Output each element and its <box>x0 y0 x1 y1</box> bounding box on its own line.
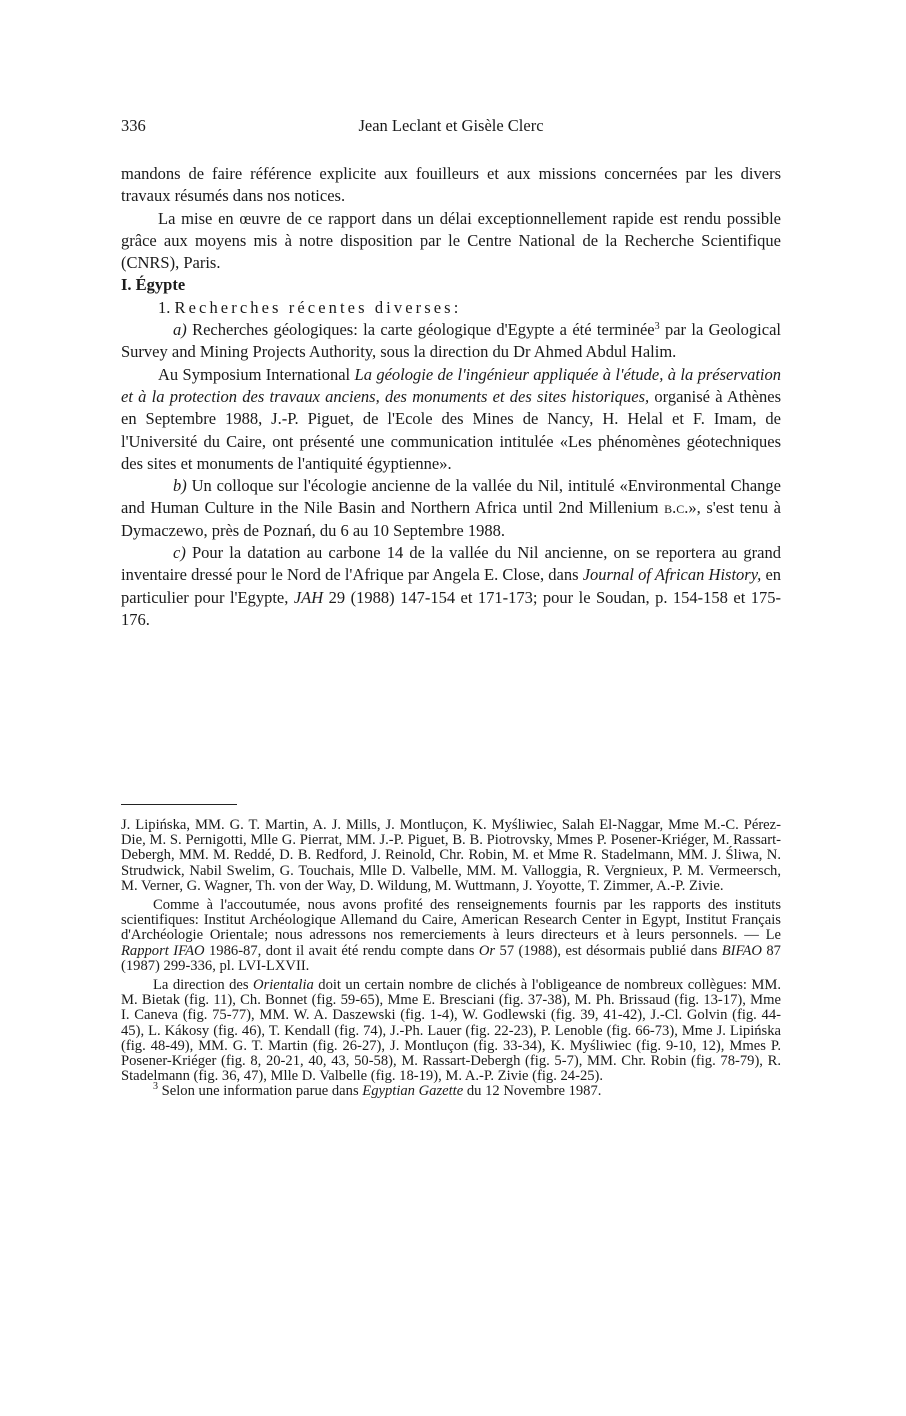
journal-abbrev: JAH <box>293 587 324 607</box>
item-label-a: a) <box>173 320 187 340</box>
report-title: Rapport IFAO <box>121 942 205 959</box>
journal-or: Or <box>478 942 496 959</box>
intro-paragraph-1: mandons de faire référence explicite aux fouilleurs et aux missions concernées par les divers travaux résumés dans nos notices. <box>121 164 781 206</box>
footnote-3-date: du 12 Novembre 1987. <box>466 1083 602 1100</box>
footnote-2-text: Comme à l'accoutumée, nous avons profité des renseignements fournis par les rapports des instituts scientifiques: Institut Archéologique Allemand du Caire, American Research Center in Egypt, Institut Français d'Archéologie Orientale; nous adressons nos remerciements à leurs directeurs et à leurs personnels. — Le <box>121 897 781 944</box>
footnote-3-text: La direction des <box>153 977 249 994</box>
symposium-intro: Au Symposium International <box>158 364 351 384</box>
journal-bifao: BIFAO <box>721 942 762 959</box>
journal-title: Journal of African History, <box>582 565 762 585</box>
paragraph-a <box>121 319 781 364</box>
paragraph-c-text-2: en particulier pour l'Egypte, <box>121 565 782 607</box>
page-number: 336 <box>121 116 146 135</box>
main-text <box>121 163 781 631</box>
footnote-divider <box>121 804 237 805</box>
subsection-heading <box>121 297 781 319</box>
running-title: Jean Leclant et Gisèle Clerc <box>358 116 544 135</box>
footnote-acknowledgements <box>121 898 781 974</box>
subsection-title: Recherches récentes diverses: <box>174 297 462 317</box>
era-abbrev: b.c. <box>664 498 689 518</box>
paragraph-b-text-2: », s'est tenu à Dymaczewo, près de Poznań, du 6 au 10 Septembre 1988. <box>121 498 781 540</box>
paragraph-a-text: Recherches géologiques: la carte géologique d'Egypte a été terminée <box>192 320 655 340</box>
footnote-ref-3: 3 <box>654 321 660 333</box>
footnote-3-source-text: Selon une information parue dans <box>161 1083 359 1100</box>
paragraph-c <box>121 542 781 631</box>
footnote-number-3: 3 <box>153 1081 158 1093</box>
running-header <box>121 116 781 140</box>
item-label-b: b) <box>173 476 187 496</box>
paragraph-a-text-2: par la Geological Survey and Mining Projects Authority, sous la direction du Dr Ahmed Abdul Halim. <box>121 320 782 362</box>
symposium-title: La géologie de l'ingénieur appliquée à l'étude, à la préservation et à la protection des travaux anciens, des monuments et des sites historiques, <box>121 364 782 406</box>
intro-paragraph-2: La mise en œuvre de ce rapport dans un délai exceptionnellement rapide est rendu possible grâce aux moyens mis à notre disposition par le Centre National de la Recherche Scientifique (CNRS), Paris. <box>121 208 781 273</box>
footnotes <box>121 818 781 1100</box>
subsection-number: 1. <box>158 297 171 317</box>
paragraph-c-text-3: 29 (1988) 147-154 et 171-173; pour le Soudan, p. 154-158 et 175-176. <box>121 587 782 629</box>
paragraph-b-text: Un colloque sur l'écologie ancienne de la vallée du Nil, intitulé «Environmental Change and Human Culture in the Nile Basin and Northern Africa until 2nd Millenium <box>121 476 782 518</box>
footnote-3-text-b: doit un certain nombre de clichés à l'obligeance de nombreux collègues: MM. M. Bietak (fig. 11), Ch. Bonnet (fig. 59-65), Mme E. Bresciani (fig. 37-38), M. Ph. Brissaud (fig. 13-17), Mme I. Caneva (fig. 75-77), MM. W. A. Daszewski (fig. 1-4), W. Godlewski (fig. 39, 41-42), J.-Cl. Golvin (fig. 44-45), L. Kákosy (fig. 46), T. Kendall (fig. 74), J.-Ph. Lauer (fig. 22-23), P. Lenoble (fig. 66-73), Mme J. Lipińska (fig. 48-49), MM. G. T. Martin (fig. 26-27), J. Montluçon (fig. 33-34), K. Myśliwiec (fig. 9-10, 12), Mmes P. Posener-Kriéger (fig. 8, 20-21, 40, 43, 50-58), M. Rassart-Debergh (fig. 5-7), MM. Chr. Robin (fig. 78-79), R. Stadelmann (fig. 36, 47), Mlle D. Valbelle (fig. 18-19), M. A.-P. Zivie (fig. 24-25). <box>121 977 781 1085</box>
paragraph-symposium <box>121 364 781 475</box>
footnote-contributors: J. Lipińska, MM. G. T. Martin, A. J. Mills, J. Montluçon, K. Myśliwiec, Salah El-Naggar, Mme M.-C. Pérez-Die, M. S. Pernigotti, Mlle G. Pierrat, MM. J.-P. Piguet, B. B. Piotrovsky, Mmes P. Posener-Kriéger, M. Rassart-Debergh, MM. M. Reddé, D. B. Redford, J. Reinold, Chr. Robin, M. et Mme R. Stadelmann, MM. J. Śliwa, N. Strudwick, Nabil Swelim, G. Touchais, Mlle D. Valbelle, MM. M. Valloggia, R. Vergnieux, P. M. Vermeersch, M. Verner, G. Wagner, Th. von der Way, D. Wildung, M. Wuttmann, J. Yoyotte, T. Zimmer, A.-P. Zivie. <box>121 817 781 894</box>
journal-orientalia: Orientalia <box>253 977 314 994</box>
footnote-3 <box>121 1081 781 1100</box>
footnote-2-text-b: 1986-87, dont il avait été rendu compte dans <box>209 942 475 959</box>
newspaper-title: Egyptian Gazette <box>362 1083 464 1100</box>
item-label-c: c) <box>173 543 186 563</box>
footnote-photo-credits <box>121 978 781 1084</box>
footnote-2-text-d: 87 (1987) 299-336, pl. LVI-LXVII. <box>121 942 781 974</box>
symposium-text: organisé à Athènes en Septembre 1988, J.-P. Piguet, de l'Ecole des Mines de Nancy, H. Helal et F. Imam, de l'Université du Caire, ont présenté une communication intitulée «Les phénomènes géotechniques des sites et monuments de l'antiquité égyptienne». <box>121 386 781 473</box>
section-heading: I. Égypte <box>121 275 186 295</box>
paragraph-b <box>121 475 781 542</box>
paragraph-c-text: Pour la datation au carbone 14 de la vallée du Nil ancienne, on se reportera au grand inventaire dressé pour le Nord de l'Afrique par Angela E. Close, dans <box>121 543 782 585</box>
footnote-2-text-c: 57 (1988), est désormais publié dans <box>499 942 718 959</box>
